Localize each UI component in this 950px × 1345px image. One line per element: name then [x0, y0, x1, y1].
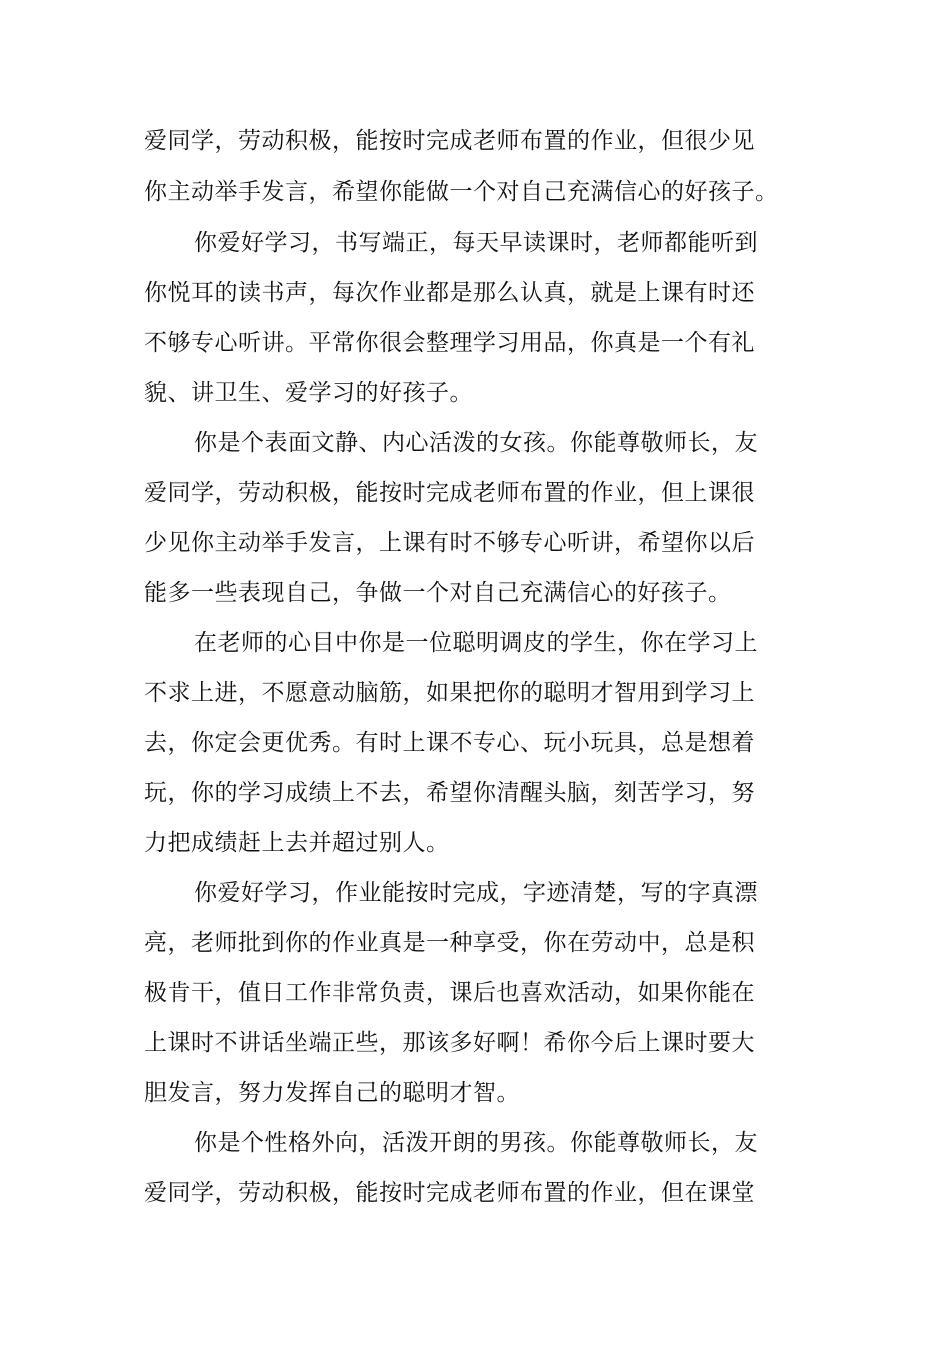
text-line: 你悦耳的读书声，每次作业都是那么认真，就是上课有时还: [144, 280, 755, 306]
text-line: 少见你主动举手发言，上课有时不够专心听讲，希望你以后: [144, 530, 755, 556]
text-line: 亮，老师批到你的作业真是一种享受，你在劳动中，总是积: [144, 930, 755, 956]
text-line: 不求上进，不愿意动脑筋，如果把你的聪明才智用到学习上: [144, 680, 755, 706]
text-line: 爱同学，劳动积极，能按时完成老师布置的作业，但上课很: [144, 480, 755, 506]
text-line: 不够专心听讲。平常你很会整理学习用品，你真是一个有礼: [144, 330, 755, 356]
text-line: 你主动举手发言，希望你能做一个对自己充满信心的好孩子。: [144, 179, 779, 205]
text-line: 去，你定会更优秀。有时上课不专心、玩小玩具，总是想着: [144, 730, 755, 756]
text-line: 上课时不讲话坐端正些，那该多好啊！希你今后上课时要大: [144, 1030, 755, 1056]
paragraph-start-line: 在老师的心目中你是一位聪明调皮的学生，你在学习上: [194, 630, 758, 656]
text-line: 貌、讲卫生、爱学习的好孩子。: [144, 380, 473, 406]
paragraph-start-line: 你爱好学习，作业能按时完成，字迹清楚，写的字真漂: [194, 880, 758, 906]
paragraph-start-line: 你爱好学习，书写端正，每天早读课时，老师都能听到: [194, 230, 758, 256]
paragraph-start-line: 你是个性格外向，活泼开朗的男孩。你能尊敬师长，友: [194, 1130, 758, 1156]
text-line: 胆发言，努力发挥自己的聪明才智。: [144, 1080, 520, 1106]
text-line: 爱同学，劳动积极，能按时完成老师布置的作业，但在课堂: [144, 1180, 755, 1206]
paragraph-start-line: 你是个表面文静、内心活泼的女孩。你能尊敬师长，友: [194, 430, 758, 456]
text-line: 玩，你的学习成绩上不去，希望你清醒头脑，刻苦学习，努: [144, 780, 755, 806]
text-line: 力把成绩赶上去并超过别人。: [144, 830, 450, 856]
text-line: 极肯干，值日工作非常负责，课后也喜欢活动，如果你能在: [144, 980, 755, 1006]
text-line: 能多一些表现自己，争做一个对自己充满信心的好孩子。: [144, 580, 732, 606]
text-line: 爱同学，劳动积极，能按时完成老师布置的作业，但很少见: [144, 128, 755, 154]
